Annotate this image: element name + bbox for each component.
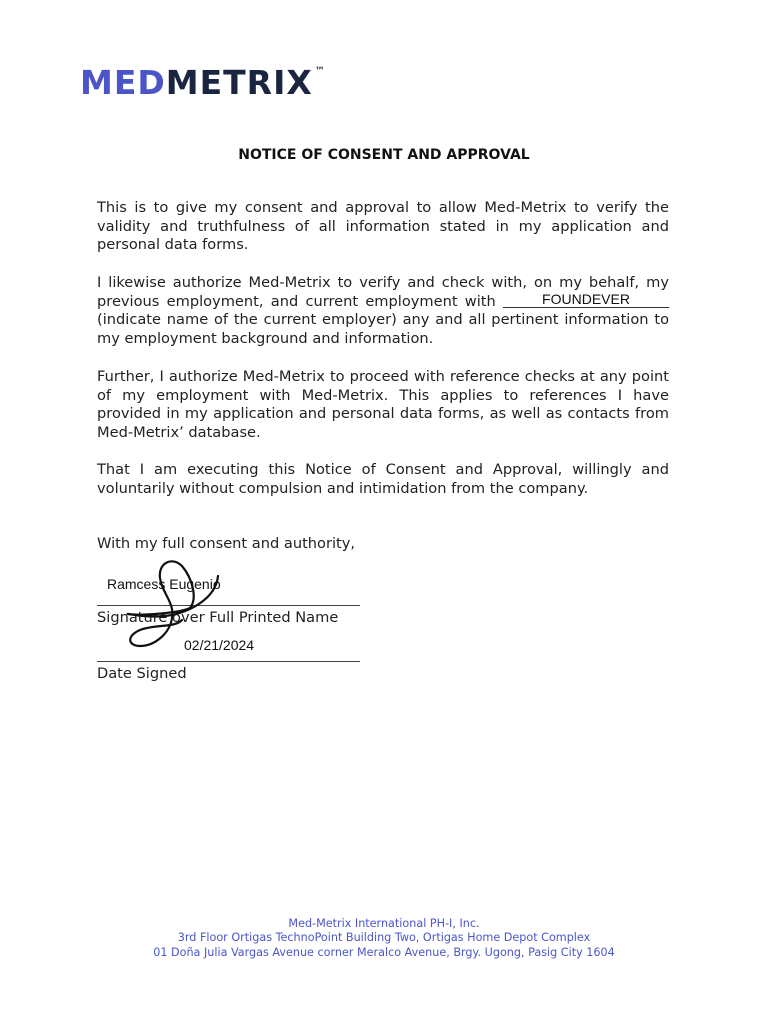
authorization-text-before: I likewise authorize Med-Metrix to verify and check with, on my behalf, my previous employment, and current employment with (97, 274, 669, 310)
med-metrix-logo (80, 64, 325, 104)
signature-name-label: Signature over Full Printed Name (97, 609, 339, 626)
footer-address-line-1: 3rd Floor Ortigas TechnoPoint Building Two, Ortigas Home Depot Complex (177, 931, 591, 945)
document-title: NOTICE OF CONSENT AND APPROVAL (238, 147, 530, 163)
authorization-text-after: (indicate name of the current employer) any and all pertinent information to my employment background and information. (97, 311, 669, 348)
date-line (97, 661, 360, 662)
reference-check-paragraph: Further, I authorize Med-Metrix to proceed with reference checks at any point of my employment with Med-Metrix. This applies to references I have provided in my application and personal data forms, as well as contacts from Med-Metrix’ database. (97, 368, 669, 442)
logo-med-text: MED (80, 63, 166, 102)
handwritten-signature (120, 558, 230, 653)
footer-company-name: Med-Metrix International PH-I, Inc. (288, 917, 480, 930)
closing-line: With my full consent and authority, (97, 535, 356, 552)
current-employer-field[interactable]: FOUNDEVER (503, 292, 669, 308)
footer-address-line-2: 01 Doña Julia Vargas Avenue corner Meralco Avenue, Brgy. Ugong, Pasig City 1604 (153, 945, 615, 959)
printed-name-value[interactable]: Ramcess Eugenio (107, 576, 221, 592)
date-signed-label: Date Signed (97, 665, 187, 682)
voluntary-execution-paragraph: That I am executing this Notice of Consent and Approval, willingly and voluntarily without compulsion and intimidation from the company. (97, 461, 669, 497)
logo-metrix-text: METRIX (165, 63, 313, 102)
logo-trademark: ™ (314, 66, 325, 77)
authorization-paragraph (97, 274, 669, 349)
consent-paragraph: This is to give my consent and approval to allow Med-Metrix to verify the validity and truthfulness of all information stated in my application and personal data forms. (97, 199, 669, 254)
date-signed-value[interactable]: 02/21/2024 (184, 637, 255, 653)
company-footer (0, 917, 768, 960)
